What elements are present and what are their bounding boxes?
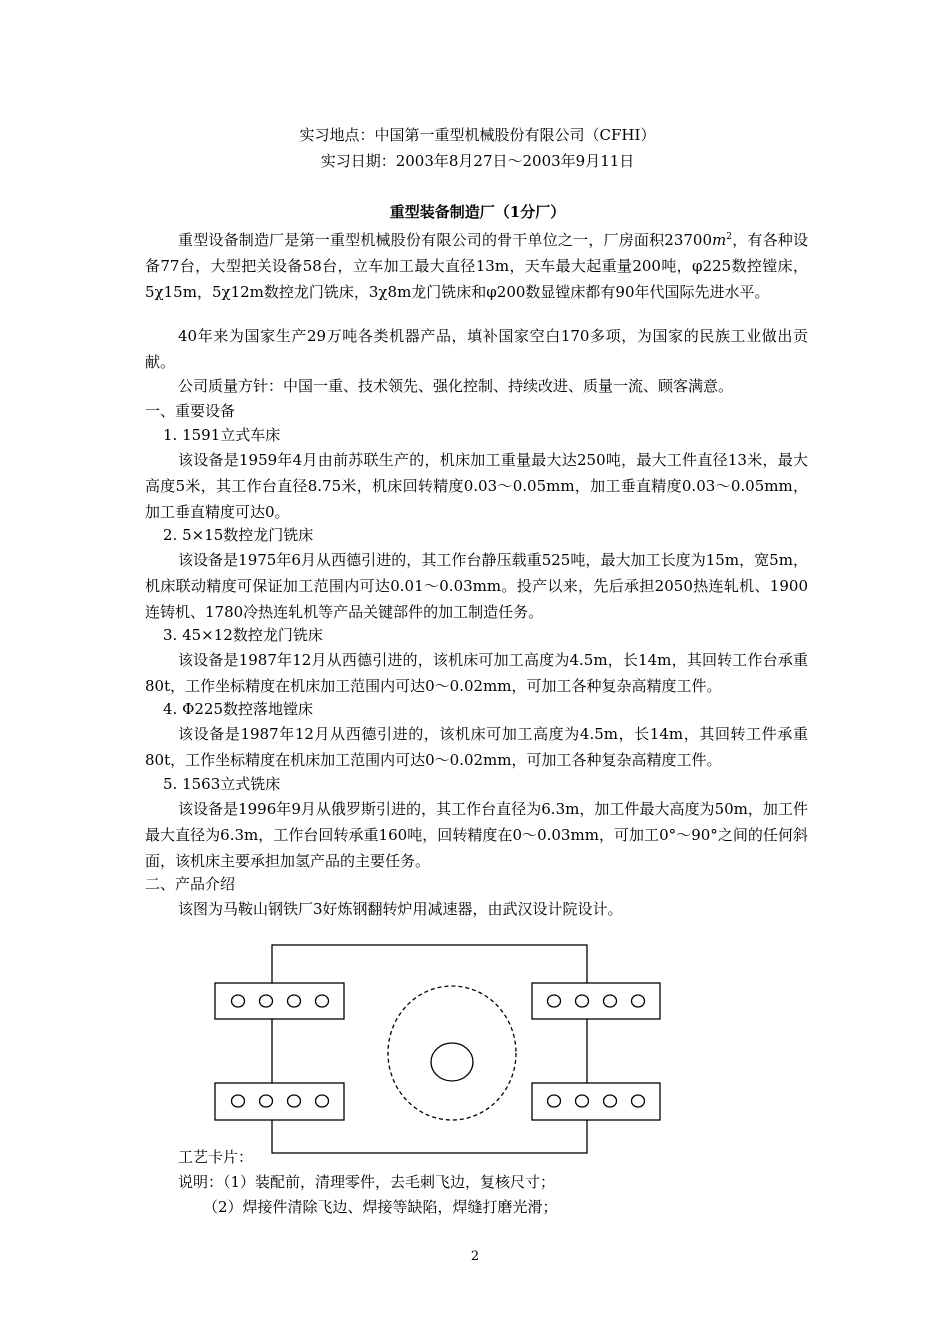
process-card-label: 工艺卡片： [178, 1148, 254, 1166]
process-card-note-2: （2）焊接件清除飞边、焊接等缺陷，焊缝打磨光滑； [203, 1198, 558, 1216]
products-desc: 该图为马鞍山钢铁厂3好炼钢翻转炉用减速器，由武汉设计院设计。 [178, 900, 623, 918]
section-title: 重型装备制造厂（1分厂） [389, 203, 566, 221]
equipment-item-4-desc: 该设备是1987年12月从西德引进的，该机床可加工高度为4.5m，长14m，其回转工件承重80t，工作坐标精度在机床加工范围内可达0～0.02mm，可加工各种复杂高精度工件。 [145, 725, 808, 769]
equipment-item-4-title: 4. Φ225数控落地镗床 [163, 700, 314, 718]
area-unit: m [712, 231, 727, 249]
page-number: 2 [470, 1249, 480, 1264]
equipment-item-5-title: 5. 1563立式铣床 [163, 775, 281, 793]
process-card-note-1: 说明：（1）装配前，清理零件，去毛刺飞边，复核尺寸； [178, 1173, 556, 1191]
equipment-item-1-title: 1. 1591立式车床 [163, 426, 281, 444]
equipment-heading: 一、重要设备 [145, 402, 236, 420]
location-line: 实习地点：中国第一重型机械股份有限公司（CFHI） [299, 126, 656, 144]
equipment-item-5-desc: 该设备是1996年9月从俄罗斯引进的，其工作台直径为6.3m，加工件最大高度为50m，加工件最大直径为6.3m，工作台回转承重160吨，回转精度在0～0.03mm，可加工0°～90°之间的任何斜面，该机床主要承担加氢产品的主要任务。 [145, 800, 808, 870]
center-shaft-circle [431, 1043, 473, 1081]
block-top-left [215, 983, 344, 1019]
products-heading: 二、产品介绍 [145, 875, 236, 893]
frame-outline [272, 945, 587, 1153]
equipment-item-2-title: 2. 5×15数控龙门铣床 [163, 526, 314, 544]
equipment-item-3-desc: 该设备是1987年12月从西德引进的，该机床可加工高度为4.5m，长14m，其回转工作台承重80t，工作坐标精度在机床加工范围内可达0～0.02mm，可加工各种复杂高精度工件。 [145, 651, 808, 695]
intro-paragraph-3: 公司质量方针：中国一重、技术领先、强化控制、持续改进、质量一流、顾客满意。 [178, 377, 734, 395]
intro-paragraph-2: 40年来为国家生产29万吨各类机器产品，填补国家空白170多项，为国家的民族工业做出贡献。 [145, 327, 808, 371]
equipment-item-1-desc: 该设备是1959年4月由前苏联生产的，机床加工重量最大达250吨，最大工件直径13米，最大高度5米，其工作台直径8.75米，机床回转精度0.03～0.05mm，加工垂直精度0.03～0.05mm，加工垂直精度可达0。 [145, 451, 808, 521]
block-bottom-left [215, 1083, 344, 1120]
block-top-right [532, 983, 660, 1019]
dashed-ellipse [388, 986, 516, 1120]
block-bottom-right [532, 1083, 660, 1120]
area-unit-exponent: 2 [726, 232, 732, 242]
date-line: 实习日期：2003年8月27日～2003年9月11日 [320, 152, 635, 170]
intro-p1-text-a: 重型设备制造厂是第一重型机械股份有限公司的骨干单位之一，厂房面积23700 [178, 231, 713, 249]
equipment-item-2-desc: 该设备是1975年6月从西德引进的，其工作台静压载重525吨，最大加工长度为15m，宽5m，机床联动精度可保证加工范围内可达0.01～0.03mm。投产以来，先后承担2050热连轧机、1900连铸机、1780冷热连轧机等产品关键部件的加工制造任务。 [145, 551, 808, 621]
intro-p1-text-b: ，有各种设备77台，大型把关设备58台，立车加工最大直径13m，天车最大起重量200吨，φ225数控镗床，5χ15m，5χ12m数控龙门铣床，3χ8m龙门铣床和φ200数显镗床都有90年代国际先进水平。 [145, 231, 808, 301]
equipment-item-3-title: 3. 45×12数控龙门铣床 [163, 626, 323, 644]
